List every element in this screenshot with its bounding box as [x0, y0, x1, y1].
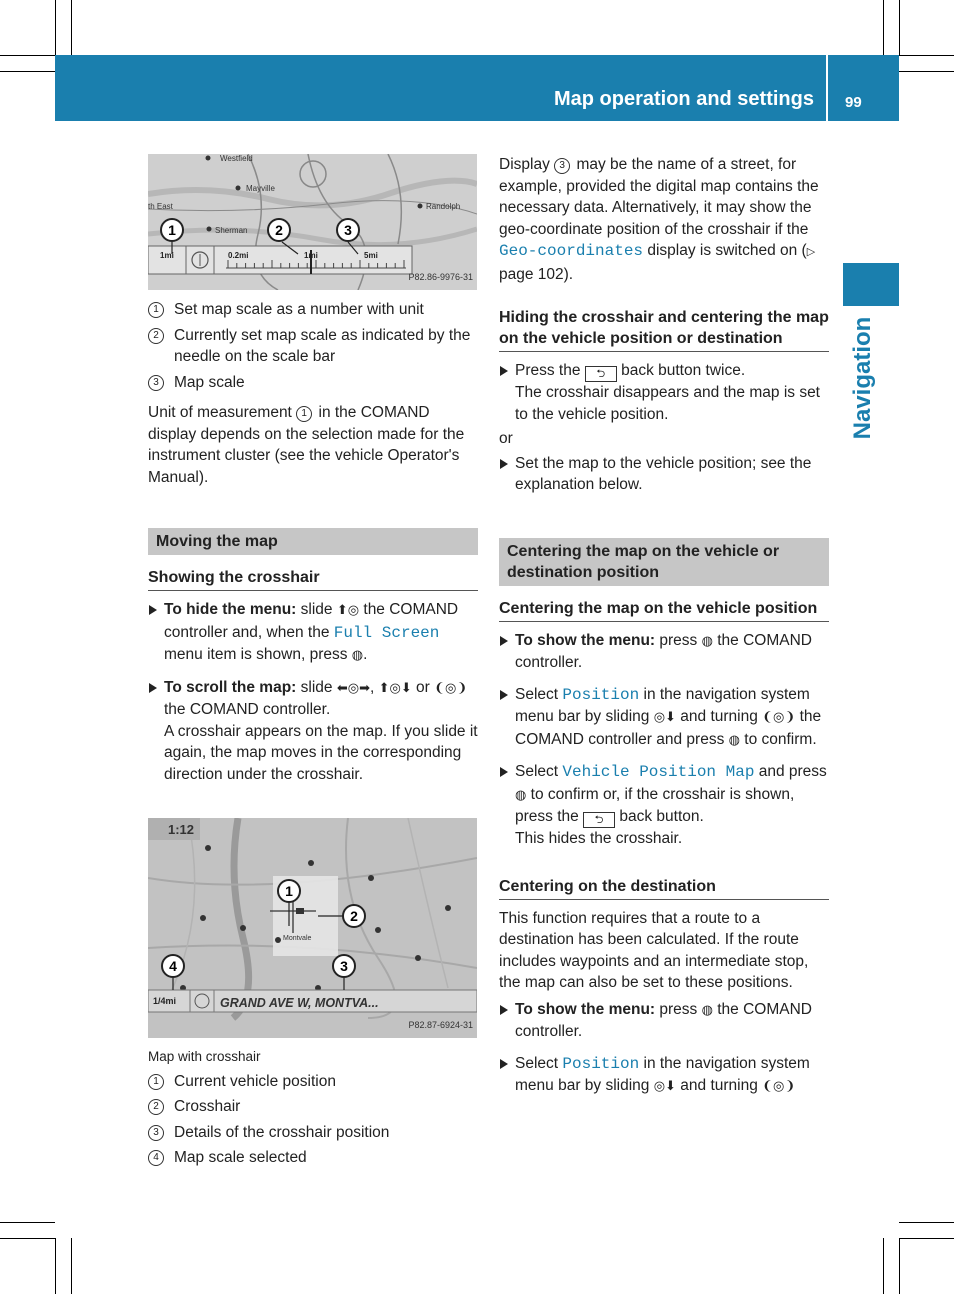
callout-2: 2 [275, 222, 283, 238]
side-tab-label [843, 312, 876, 440]
map-label: th East [148, 202, 173, 211]
slide-left-right-icon: ⬅◎➡ [336, 680, 370, 696]
unit-paragraph: Unit of measurement 1 in the COMAND display depends on the selection made for the instrument cluster (see the vehicle Operator's Manual). [148, 404, 465, 486]
turn-icon: ❨◎❩ [762, 710, 796, 725]
legend-item: 1 Current vehicle position [148, 1071, 478, 1093]
step-scroll-map: To scroll the map: slide ⬅◎➡, ⬆◎⬇ or ❨◎❩ the COMAND controller. A crosshair appears on the map. If you slide it again, the map moves in the corresponding direction under the crosshair. [148, 677, 478, 786]
press-icon: ◍ [351, 648, 364, 663]
crop-mark [0, 71, 55, 72]
left-column [148, 299, 478, 785]
subheading-vehicle: Centering the map on the vehicle position [499, 598, 829, 622]
scale-tick-label: 5mi [364, 251, 378, 260]
subheading-crosshair: Showing the crosshair [148, 567, 478, 591]
crosshair-map-illustration [148, 818, 477, 1038]
subheading-hiding: Hiding the crosshair and centering the map on the vehicle position or destination [499, 307, 829, 352]
back-button-icon: ⮌ [585, 366, 617, 382]
step-show-menu-2: To show the menu: press ◍ the COMAND controller. [499, 999, 829, 1043]
crop-mark [899, 1238, 954, 1239]
crop-mark [899, 71, 954, 72]
page-title: Map operation and settings [553, 88, 814, 110]
callout-4: 4 [169, 958, 177, 974]
crop-mark [899, 1238, 900, 1294]
crosshair-map-figure [148, 818, 477, 1038]
callout-3: 3 [340, 958, 348, 974]
side-tab-marker [843, 263, 899, 306]
section-heading-moving: Moving the map [148, 528, 478, 555]
step-hide-menu: To hide the menu: slide ⬆◎ the COMAND controller and, when the Full Screen menu item is shown, press ◍. [148, 599, 478, 667]
legend-item: 3 Details of the crosshair position [148, 1122, 478, 1144]
step-show-menu: To show the menu: press ◍ the COMAND controller. [499, 630, 829, 674]
callout-2: 2 [350, 908, 358, 924]
slide-down-icon: ◎⬇ [653, 1079, 676, 1094]
callout-1: 1 [285, 883, 293, 899]
map-scale-label: 1/4mi [153, 996, 177, 1006]
scale-unit-label: 1mi [160, 251, 174, 260]
scale-tick-label: 1mi [304, 251, 318, 260]
crop-mark [899, 1222, 954, 1223]
or-text: or [499, 430, 513, 447]
callout-1: 1 [168, 222, 176, 238]
subheading-destination: Centering on the destination [499, 876, 829, 900]
callout-number: 2 [148, 328, 164, 344]
map-label: Randolph [426, 202, 461, 211]
turn-icon: ❨◎❩ [762, 1079, 796, 1094]
press-icon: ◍ [515, 787, 527, 803]
section-heading-centering: Centering the map on the vehicle or destination position [499, 538, 829, 586]
press-icon: ◍ [701, 1002, 713, 1018]
crop-mark [883, 0, 884, 55]
step-press-back: Press the ⮌ back button twice. The crosshair disappears and the map is set to the vehicle position. [499, 360, 829, 425]
side-tab-text: Navigation [849, 316, 876, 440]
crop-mark [71, 1238, 72, 1294]
figure-code: P82.87-6924-31 [408, 1019, 473, 1030]
page-number: 99 [845, 94, 862, 111]
map-label: Sherman [215, 226, 248, 235]
crop-mark [0, 1222, 55, 1223]
crop-mark [899, 0, 900, 55]
map-label: Westfield [220, 154, 253, 163]
figure-caption: Map with crosshair [148, 1049, 261, 1064]
callout-number: 1 [148, 302, 164, 318]
legend-item: 4 Map scale selected [148, 1147, 478, 1169]
legend-item: 2 Crosshair [148, 1096, 478, 1118]
crop-mark [71, 0, 72, 55]
turn-icon: ❨◎❩ [434, 680, 468, 696]
callout-3: 3 [344, 222, 352, 238]
legend-item: 3 Map scale [148, 372, 478, 394]
press-icon: ◍ [701, 633, 713, 649]
right-column [499, 154, 829, 1098]
arrow-icon: ▷ [806, 246, 816, 258]
press-icon: ◍ [728, 732, 740, 748]
crop-mark [55, 1238, 56, 1294]
crop-mark [0, 1238, 55, 1239]
step-result: A crosshair appears on the map. If you slide it again, the map moves in the corresponding direction under the crosshair. [164, 722, 478, 783]
slide-up-down-icon: ⬆◎⬇ [378, 680, 412, 696]
crop-mark [55, 0, 56, 55]
display-paragraph: Display 3 may be the name of a street, for example, provided the digital map contains the necessary data. Alternatively, it may show the geo-coordinate position of the crosshair if the Geo-coordinates display is switched on (▷ page 102). [499, 156, 819, 283]
legend-item: 1 Set map scale as a number with unit [148, 299, 478, 321]
crop-mark [0, 55, 55, 56]
figure-code: P82.86-9976-31 [408, 271, 473, 282]
slide-down-icon: ◎⬇ [653, 710, 676, 725]
map-scale-figure [148, 154, 477, 290]
step-select-position: Select Position in the navigation system menu bar by sliding ◎⬇ and turning ❨◎❩ the COMAND controller and press ◍ to confirm. [499, 684, 829, 752]
legend-item: 2 Currently set map scale as indicated by the needle on the scale bar [148, 325, 478, 368]
back-button-icon: ⮌ [583, 812, 615, 828]
street-name-label: GRAND AVE W, MONTVA... [220, 996, 379, 1010]
destination-paragraph: This function requires that a route to a destination has been calculated. If the route includes waypoints and an intermediate stop, the map can also be set to these positions. [499, 909, 809, 991]
step-select-vehicle-map: Select Vehicle Position Map and press ◍ to confirm or, if the crosshair is shown, press the ⮌ back button. This hides the crosshair. [499, 761, 829, 850]
step-set-vehicle: Set the map to the vehicle position; see the explanation below. [499, 453, 829, 496]
crop-mark [883, 1238, 884, 1294]
crop-mark [899, 55, 954, 56]
scale-tick-label: 0.2mi [228, 251, 249, 260]
left-column-lower [148, 1046, 478, 1173]
map-clock: 1:12 [168, 822, 195, 837]
map-place-label: Montvale [283, 935, 312, 942]
header-divider [826, 55, 828, 121]
header-bar [55, 55, 899, 121]
callout-number: 3 [148, 375, 164, 391]
map-label: Mayville [246, 184, 275, 193]
step-select-position-2: Select Position in the navigation system menu bar by sliding ◎⬇ and turning ❨◎❩ [499, 1053, 829, 1098]
slide-up-icon: ⬆◎ [336, 603, 360, 618]
